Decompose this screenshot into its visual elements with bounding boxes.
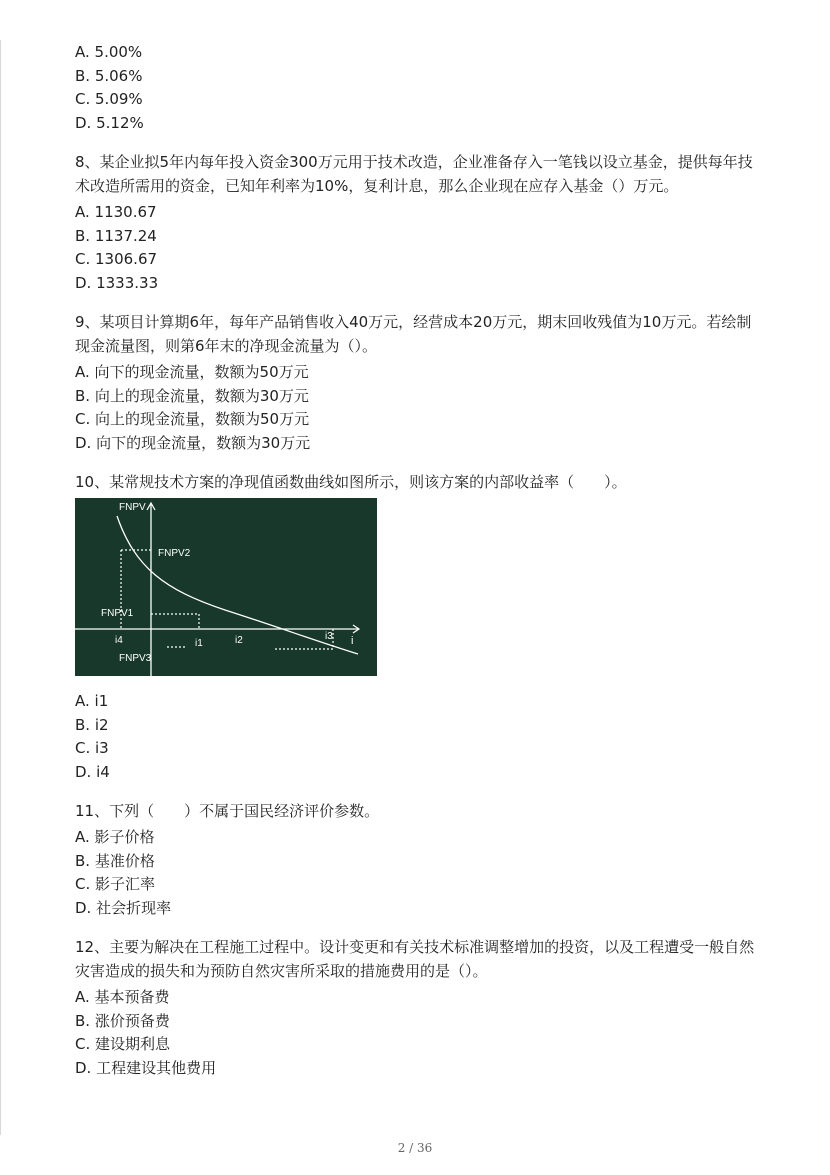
i1-label: i1: [195, 638, 203, 649]
question-10: [75, 470, 765, 784]
q9-option-b[interactable]: B. 向上的现金流量，数额为30万元: [75, 386, 309, 405]
y-axis-label: FNPV: [119, 502, 146, 513]
fnpv-curve-figure: [75, 498, 377, 676]
q8-option-b[interactable]: B. 1137.24: [75, 226, 157, 245]
i2-label: i2: [235, 635, 243, 646]
q7-option-c[interactable]: C. 5.09%: [75, 90, 143, 108]
q8-option-a[interactable]: A. 1130.67: [75, 203, 157, 221]
q9-option-d[interactable]: D. 向下的现金流量，数额为30万元: [75, 433, 311, 452]
q10-option-d[interactable]: D. i4: [75, 762, 110, 781]
question-12: [75, 935, 765, 1080]
page-number: 2 / 36: [397, 1141, 433, 1155]
q9-option-c[interactable]: C. 向上的现金流量，数额为50万元: [75, 410, 310, 428]
q9-option-a[interactable]: A. 向下的现金流量，数额为50万元: [75, 363, 309, 381]
q8-option-c[interactable]: C. 1306.67: [75, 250, 158, 268]
q11-option-c[interactable]: C. 影子汇率: [75, 875, 156, 893]
q11-option-b[interactable]: B. 基准价格: [75, 851, 155, 870]
fnpv3-label: FNPV3: [119, 653, 152, 664]
q12-text: 12、主要为解决在工程施工过程中。设计变更和有关技术标准调整增加的投资，以及工程遭受一般自然灾害造成的损失和为预防自然灾害所采取的措施费用的是（）。: [75, 938, 755, 980]
q12-option-a[interactable]: A. 基本预备费: [75, 988, 170, 1006]
q10-text: 10、某常规技术方案的净现值函数曲线如图所示，则该方案的内部收益率（ ）。: [75, 473, 627, 491]
fnpv-curve-diagram: [75, 498, 377, 676]
q10-option-b[interactable]: B. i2: [75, 715, 109, 734]
q7-option-a[interactable]: A. 5.00%: [75, 43, 143, 61]
q9-text: 9、某项目计算期6年，每年产品销售收入40万元，经营成本20万元，期末回收残值为10万元。若绘制现金流量图，则第6年末的净现金流量为（）。: [75, 313, 752, 355]
q11-option-d[interactable]: D. 社会折现率: [75, 898, 172, 917]
q7-option-d[interactable]: D. 5.12%: [75, 113, 144, 132]
q11-option-a[interactable]: A. 影子价格: [75, 828, 155, 846]
fnpv-curve: [117, 516, 358, 654]
i4-label: i4: [115, 635, 123, 646]
q12-option-b[interactable]: B. 涨价预备费: [75, 1011, 170, 1030]
fnpv1-label: FNPV1: [101, 608, 134, 619]
q10-option-a[interactable]: A. i1: [75, 692, 109, 710]
page-margin-line: [0, 40, 1, 1135]
fnpv2-label: FNPV2: [158, 548, 191, 559]
q12-option-d[interactable]: D. 工程建设其他费用: [75, 1058, 217, 1077]
x-axis-label: i: [351, 635, 354, 647]
q11-text: 11、下列（ ）不属于国民经济评价参数。: [75, 802, 380, 820]
question-9: [75, 310, 765, 455]
q7-option-b[interactable]: B. 5.06%: [75, 66, 143, 85]
q12-option-c[interactable]: C. 建设期利息: [75, 1035, 171, 1053]
q10-option-c[interactable]: C. i3: [75, 739, 109, 757]
q8-text: 8、某企业拟5年内每年投入资金300万元用于技术改造，企业准备存入一笔钱以设立基金，提供每年技术改造所需用的资金，已知年利率为10%，复利计息，那么企业现在应存入基金（）万元。: [75, 153, 753, 195]
q8-option-d[interactable]: D. 1333.33: [75, 273, 159, 292]
question-11: [75, 799, 765, 920]
question-7-options: [75, 41, 765, 135]
question-8: [75, 150, 765, 295]
i3-label: i3: [325, 631, 333, 642]
document-content: [75, 41, 765, 1080]
